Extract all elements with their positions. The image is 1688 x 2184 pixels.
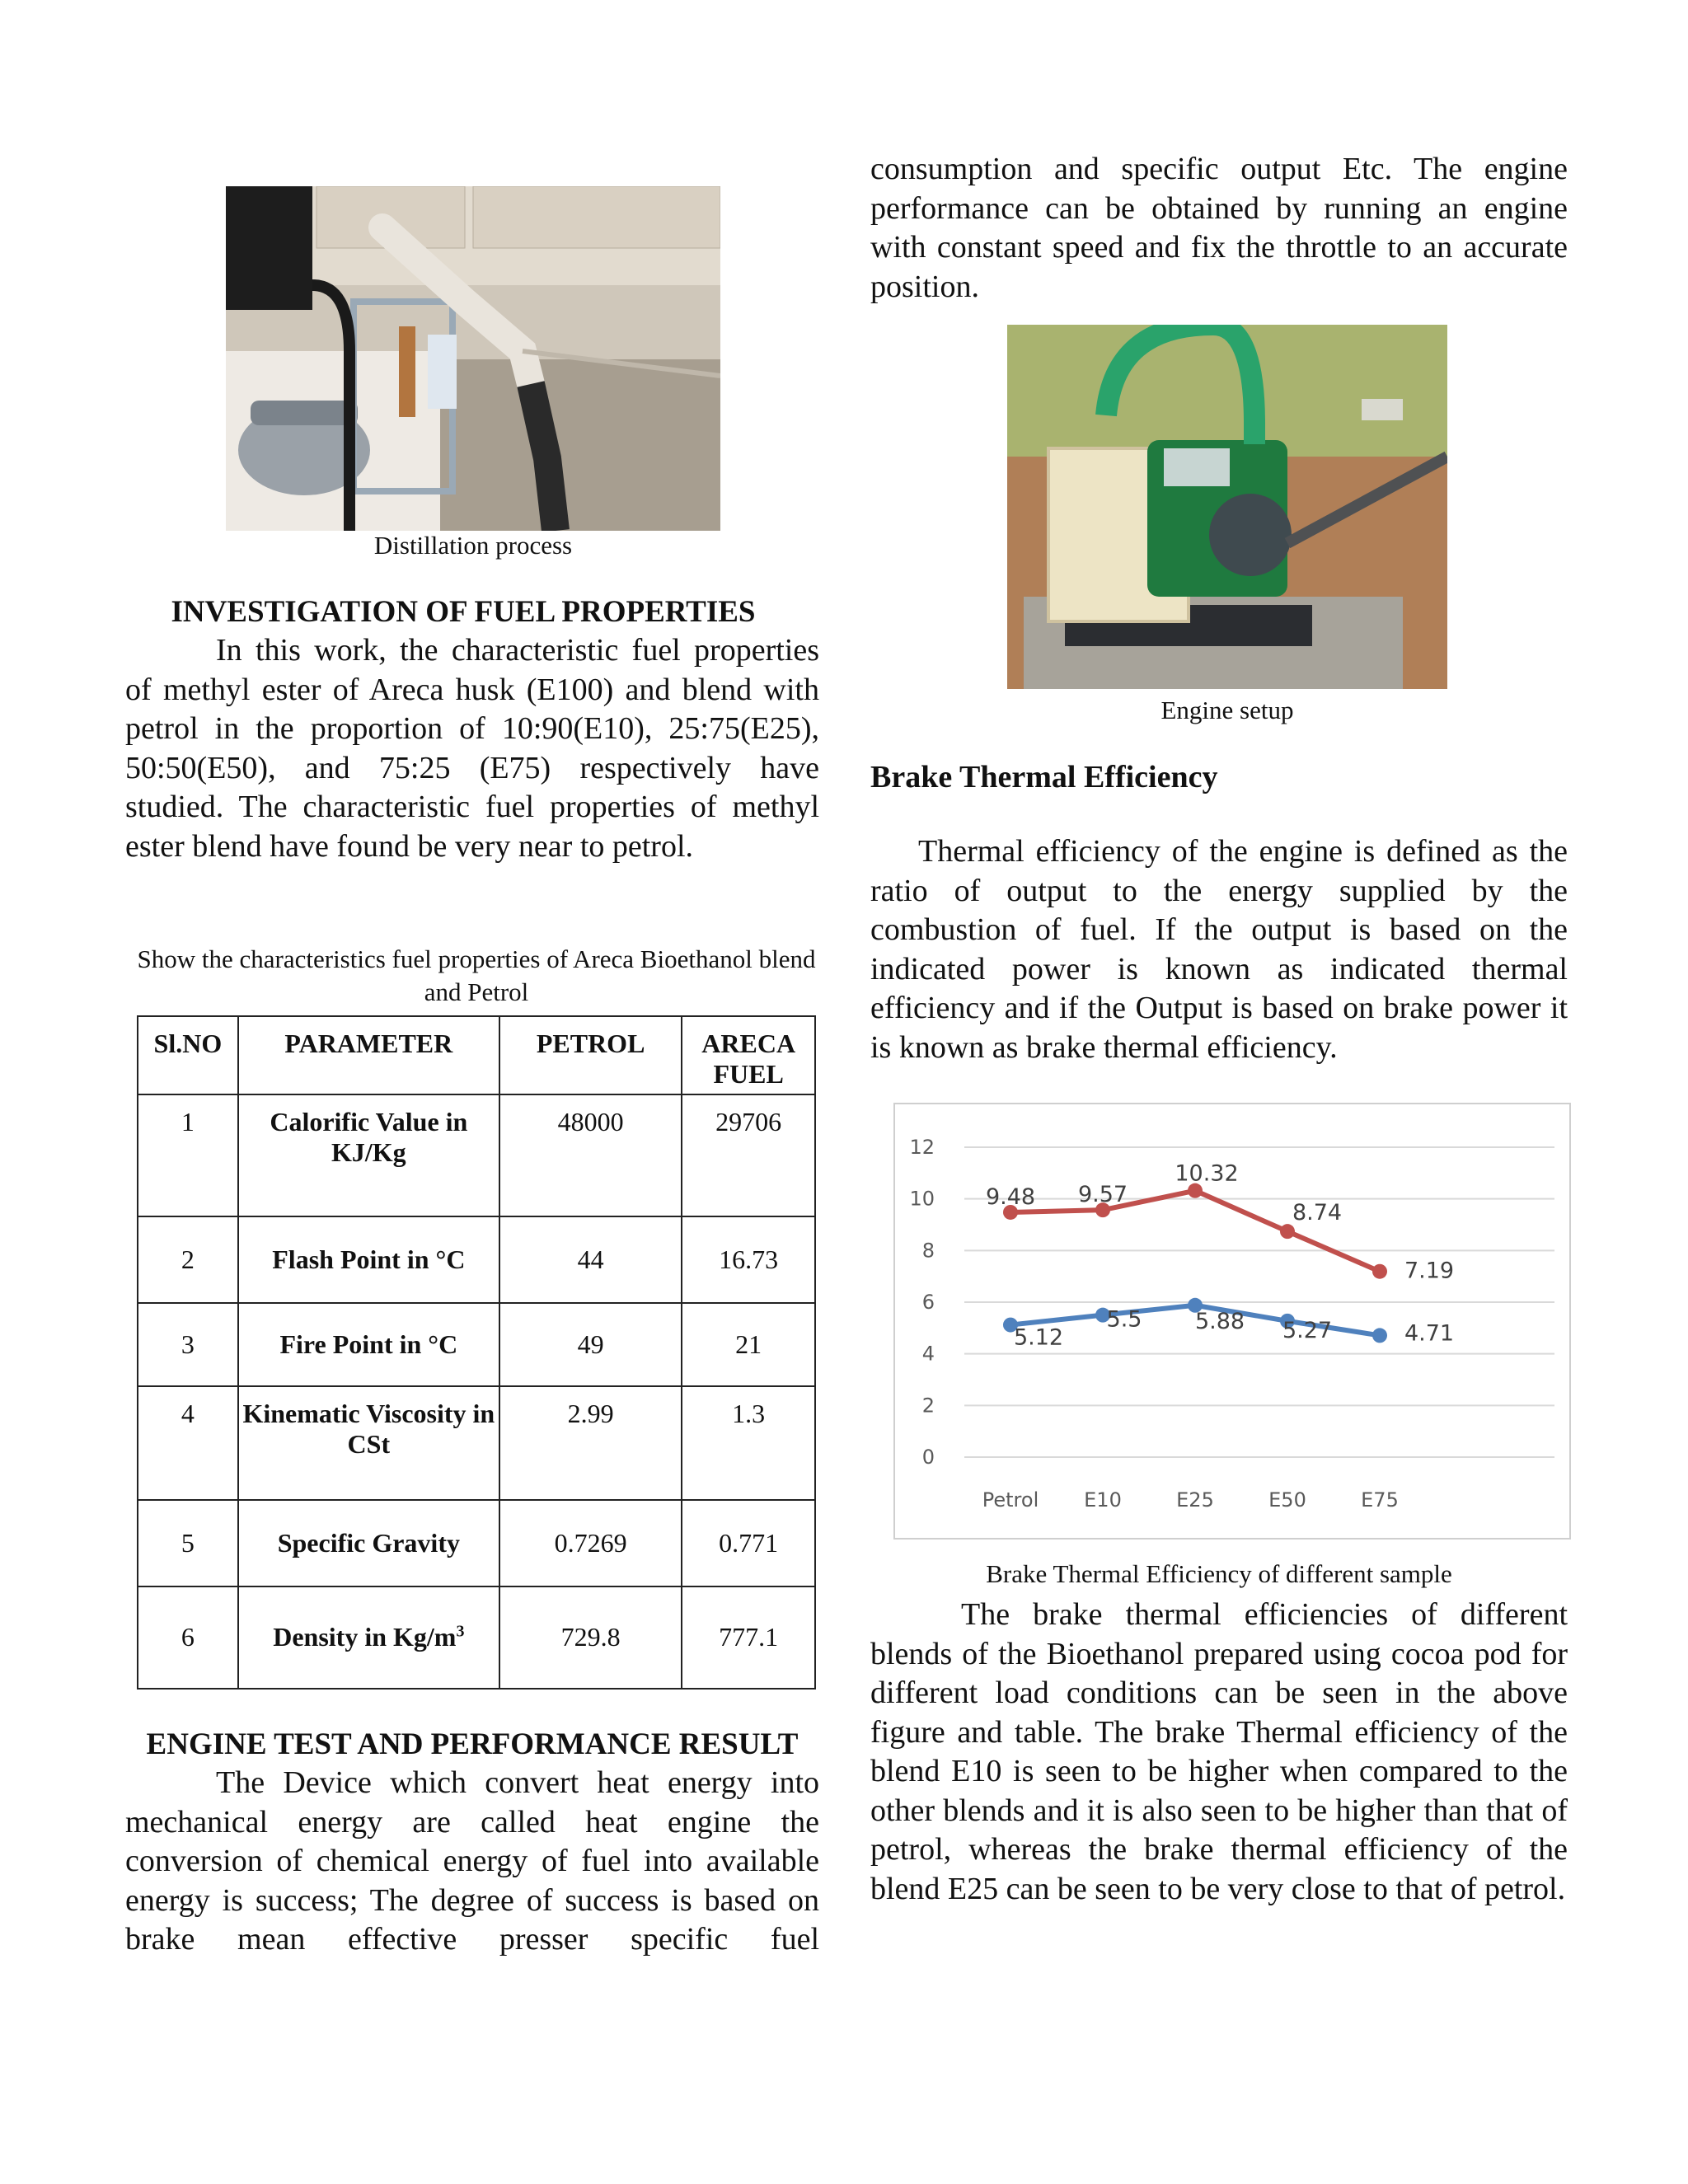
closing-paragraph: The brake thermal efficiencies of different blends of the Bioethanol prepared using cocoa pod for different load conditions can be seen in the above figure and table. The brake Thermal efficiency of the blend E10 is seen to be higher when compared to the other blends and it is also seen to be higher than that of petrol, whereas the brake thermal efficiency of the blend E25 can be seen to be very close to that of petrol. xyxy=(870,1597,1568,1906)
y-tick-label: 10 xyxy=(909,1187,935,1211)
row-number: 1 xyxy=(138,1094,238,1216)
x-tick-label: Petrol xyxy=(982,1488,1039,1511)
fuel-properties-paragraph: In this work, the characteristic fuel properties of methyl ester of Areca husk (E100) and blend with petrol in the proportion of 10:90(E10), 25:75(E25), 50:50(E50), and 75:25 (E75) respectively have studied. The characteristic fuel properties of methyl ester blend have found be very near to petrol. xyxy=(125,633,819,864)
engine-photo-caption: Engine setup xyxy=(1160,696,1294,724)
data-point xyxy=(1372,1328,1387,1343)
data-label: 5.5 xyxy=(1106,1306,1142,1333)
row-parameter: Flash Point in °C xyxy=(238,1216,499,1303)
y-tick-label: 2 xyxy=(921,1394,935,1418)
row-parameter: Calorific Value in KJ/Kg xyxy=(238,1094,499,1216)
y-tick-label: 8 xyxy=(921,1239,935,1263)
fuel-properties-heading: INVESTIGATION OF FUEL PROPERTIES xyxy=(171,595,756,629)
data-label: 8.74 xyxy=(1292,1200,1343,1226)
density-label: Density in Kg/m xyxy=(273,1622,457,1652)
data-label: 5.12 xyxy=(1013,1324,1064,1351)
data-point xyxy=(1280,1224,1295,1239)
distillation-photo xyxy=(226,186,720,531)
table-row xyxy=(138,1094,815,1216)
distillation-photo-caption: Distillation process xyxy=(373,531,573,560)
x-tick-label: E75 xyxy=(1361,1488,1399,1511)
engine-photo xyxy=(1007,325,1447,689)
row-number: 4 xyxy=(138,1386,238,1500)
data-label: 9.57 xyxy=(1077,1182,1128,1208)
row-areca-value: 0.771 xyxy=(682,1500,815,1586)
row-petrol-value: 2.99 xyxy=(499,1386,682,1500)
data-label: 7.19 xyxy=(1404,1258,1455,1284)
data-label: 9.48 xyxy=(985,1183,1036,1210)
table-row xyxy=(138,1586,815,1689)
data-label: 4.71 xyxy=(1404,1320,1455,1347)
y-tick-label: 12 xyxy=(909,1136,935,1159)
row-parameter: Kinematic Viscosity in CSt xyxy=(238,1386,499,1500)
brake-thermal-heading: Brake Thermal Efficiency xyxy=(870,760,1218,794)
row-parameter: Fire Point in °C xyxy=(238,1303,499,1386)
engine-test-heading: ENGINE TEST AND PERFORMANCE RESULT xyxy=(146,1727,799,1761)
table-row xyxy=(138,1386,815,1500)
row-areca-value: 1.3 xyxy=(682,1386,815,1500)
engine-test-paragraph: The Device which convert heat energy into mechanical energy are called heat engine the conversion of chemical energy of fuel into available energy is success; The degree of success is based on brake mean effective presser specific fuel xyxy=(125,1765,819,1957)
table-header-petrol: PETROL xyxy=(499,1016,682,1094)
data-label: 10.32 xyxy=(1175,1160,1239,1187)
row-parameter xyxy=(238,1586,499,1689)
row-petrol-value: 729.8 xyxy=(499,1586,682,1689)
continued-paragraph: consumption and specific output Etc. The engine performance can be obtained by running an engine with constant speed and fix the throttle to an accurate position. xyxy=(870,152,1568,304)
row-areca-value: 29706 xyxy=(682,1094,815,1216)
table-row xyxy=(138,1303,815,1386)
row-number: 3 xyxy=(138,1303,238,1386)
density-superscript: 3 xyxy=(456,1622,465,1641)
x-tick-label: E25 xyxy=(1176,1488,1214,1511)
row-petrol-value: 44 xyxy=(499,1216,682,1303)
chart-caption: Brake Thermal Efficiency of different sample xyxy=(986,1559,1452,1588)
brake-thermal-paragraph: Thermal efficiency of the engine is defined as the ratio of output to the energy supplied by the combustion of fuel. If the output is based on the indicated power is known as indicated thermal efficiency and if the Output is based on brake power it is known as brake thermal efficiency. xyxy=(870,834,1568,1065)
y-tick-label: 4 xyxy=(921,1342,935,1366)
row-number: 5 xyxy=(138,1500,238,1586)
row-areca-value: 16.73 xyxy=(682,1216,815,1303)
row-petrol-value: 48000 xyxy=(499,1094,682,1216)
table-header-slno: Sl.NO xyxy=(138,1016,238,1094)
data-label: 5.27 xyxy=(1282,1317,1333,1343)
row-petrol-value: 0.7269 xyxy=(499,1500,682,1586)
x-tick-label: E10 xyxy=(1084,1488,1122,1511)
row-number: 2 xyxy=(138,1216,238,1303)
data-point xyxy=(1372,1264,1387,1279)
table-header-areca: ARECA FUEL xyxy=(682,1016,815,1094)
row-areca-value: 21 xyxy=(682,1303,815,1386)
row-areca-value: 777.1 xyxy=(682,1586,815,1689)
y-tick-label: 6 xyxy=(921,1291,935,1314)
row-parameter: Specific Gravity xyxy=(238,1500,499,1586)
x-tick-label: E50 xyxy=(1268,1488,1306,1511)
data-label: 5.88 xyxy=(1194,1308,1245,1334)
row-number: 6 xyxy=(138,1586,238,1689)
row-petrol-value: 49 xyxy=(499,1303,682,1386)
brake-thermal-chart xyxy=(893,1103,1571,1540)
table-header-parameter: PARAMETER xyxy=(238,1016,499,1094)
table-caption: Show the characteristics fuel properties of Areca Bioethanol blend and Petrol xyxy=(137,944,816,1006)
chart-canvas xyxy=(895,1104,1569,1538)
table-row xyxy=(138,1500,815,1586)
y-tick-label: 0 xyxy=(921,1446,935,1469)
fuel-properties-table xyxy=(137,1015,816,1690)
table-row xyxy=(138,1216,815,1303)
